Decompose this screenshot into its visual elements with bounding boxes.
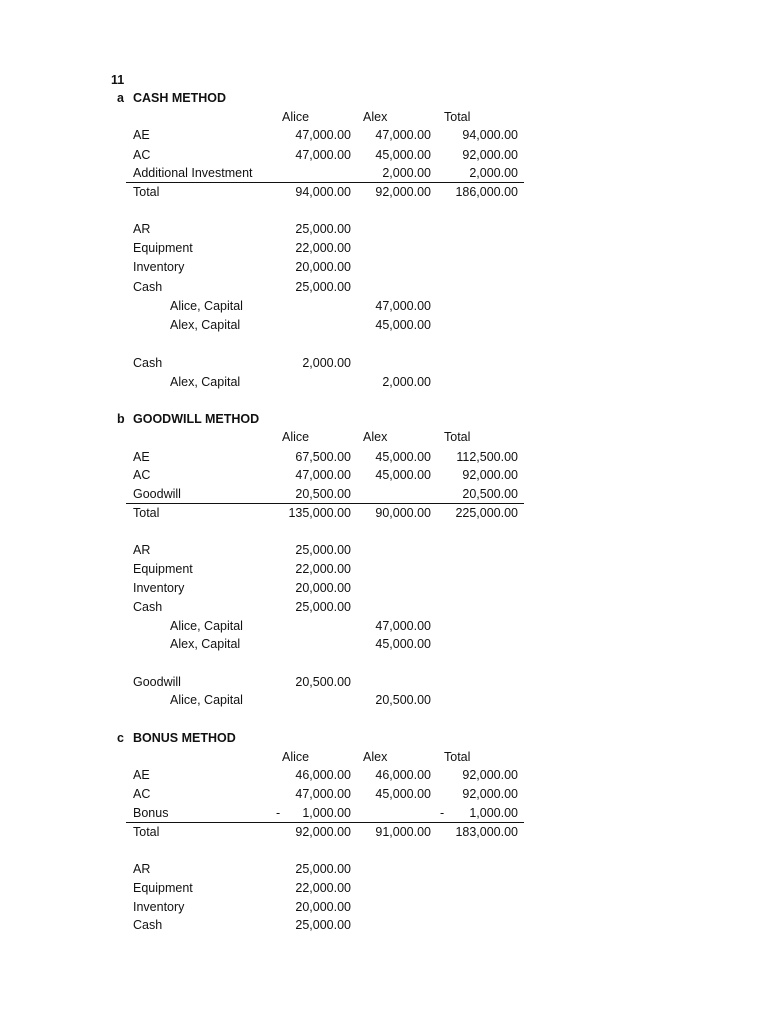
c-bonus-alice-sign: -: [276, 806, 281, 820]
b-header-total: Total: [444, 430, 471, 444]
c-cell-total: 1,000.00: [469, 806, 518, 820]
a-total-alice: 94,000.00: [295, 185, 351, 199]
b-cell-total: 92,000.00: [462, 468, 518, 482]
a-total-total: 186,000.00: [455, 185, 518, 199]
a-entry1-debit: 25,000.00: [295, 280, 351, 294]
a-row-label: AE: [133, 128, 150, 142]
a-entry1-debit: 22,000.00: [295, 241, 351, 255]
a-entry1-credit: 45,000.00: [375, 318, 431, 332]
b-entry2-account: Goodwill: [133, 675, 181, 689]
b-cell-total: 112,500.00: [456, 450, 518, 464]
a-row-label: AC: [133, 148, 151, 162]
c-cell-alice: 47,000.00: [295, 787, 351, 801]
b-total-total: 225,000.00: [455, 506, 518, 520]
b-total-rule: [126, 503, 524, 504]
a-entry2-account: Cash: [133, 356, 163, 370]
c-cell-alex: 46,000.00: [375, 768, 431, 782]
a-cell-alex: 2,000.00: [382, 166, 431, 180]
a-header-total: Total: [444, 110, 471, 124]
c-entry1-account: AR: [133, 862, 151, 876]
c-total-alex: 91,000.00: [375, 825, 431, 839]
a-row-label: Additional Investment: [133, 166, 253, 180]
b-row-label: AE: [133, 450, 150, 464]
c-header-alex: Alex: [363, 750, 388, 764]
a-entry1-account: Alex, Capital: [170, 318, 241, 332]
section-c-title: BONUS METHOD: [133, 731, 236, 745]
c-entry1-debit: 22,000.00: [295, 881, 351, 895]
a-entry1-credit: 47,000.00: [375, 299, 431, 313]
c-total-alice: 92,000.00: [295, 825, 351, 839]
c-entry1-debit: 25,000.00: [295, 918, 351, 932]
a-entry1-debit: 25,000.00: [295, 222, 351, 236]
c-cell-total: 92,000.00: [462, 787, 518, 801]
problem-number: 11: [111, 73, 125, 87]
b-header-alice: Alice: [282, 430, 310, 444]
b-entry1-debit: 25,000.00: [295, 600, 351, 614]
a-entry1-account: Equipment: [133, 241, 193, 255]
c-bonus-total-sign: -: [440, 806, 445, 820]
b-cell-alice: 67,500.00: [295, 450, 351, 464]
a-cell-alice: 47,000.00: [295, 128, 351, 142]
c-total-total: 183,000.00: [455, 825, 518, 839]
section-a-title: CASH METHOD: [133, 91, 227, 105]
c-entry1-debit: 20,000.00: [295, 900, 351, 914]
c-cell-total: 92,000.00: [462, 768, 518, 782]
b-entry1-credit: 47,000.00: [375, 619, 431, 633]
c-cell-alice: 46,000.00: [295, 768, 351, 782]
b-entry1-account: AR: [133, 543, 151, 557]
a-cell-total: 92,000.00: [462, 148, 518, 162]
a-entry2-account: Alex, Capital: [170, 375, 241, 389]
b-entry2-debit: 20,500.00: [295, 675, 351, 689]
c-cell-alice: 1,000.00: [302, 806, 351, 820]
b-cell-alex: 45,000.00: [375, 450, 431, 464]
c-header-total: Total: [444, 750, 471, 764]
a-entry1-account: Cash: [133, 280, 163, 294]
b-entry1-debit: 22,000.00: [295, 562, 351, 576]
b-total-alex: 90,000.00: [375, 506, 431, 520]
c-entry1-debit: 25,000.00: [295, 862, 351, 876]
c-row-label: AE: [133, 768, 150, 782]
b-entry1-credit: 45,000.00: [375, 637, 431, 651]
a-entry1-account: AR: [133, 222, 151, 236]
c-total-rule: [126, 822, 524, 823]
b-cell-alex: 45,000.00: [375, 468, 431, 482]
a-header-alice: Alice: [282, 110, 310, 124]
b-entry2-credit: 20,500.00: [375, 693, 431, 707]
a-entry1-account: Inventory: [133, 260, 185, 274]
b-entry1-debit: 20,000.00: [295, 581, 351, 595]
c-total-label: Total: [133, 825, 160, 839]
c-entry1-account: Equipment: [133, 881, 193, 895]
b-cell-alice: 47,000.00: [295, 468, 351, 482]
a-entry1-account: Alice, Capital: [170, 299, 243, 313]
section-b-letter: b: [117, 412, 125, 426]
b-total-alice: 135,000.00: [288, 506, 351, 520]
section-b-title: GOODWILL METHOD: [133, 412, 260, 426]
b-entry1-account: Alex, Capital: [170, 637, 241, 651]
b-header-alex: Alex: [363, 430, 388, 444]
c-header-alice: Alice: [282, 750, 310, 764]
c-row-label: AC: [133, 787, 151, 801]
c-row-label: Bonus: [133, 806, 169, 820]
b-entry1-account: Inventory: [133, 581, 185, 595]
c-entry1-account: Inventory: [133, 900, 185, 914]
b-entry1-account: Alice, Capital: [170, 619, 243, 633]
a-entry2-credit: 2,000.00: [382, 375, 431, 389]
b-entry1-account: Equipment: [133, 562, 193, 576]
a-total-label: Total: [133, 185, 160, 199]
b-entry1-debit: 25,000.00: [295, 543, 351, 557]
b-row-label: AC: [133, 468, 151, 482]
a-cell-total: 94,000.00: [462, 128, 518, 142]
b-total-label: Total: [133, 506, 160, 520]
b-cell-total: 20,500.00: [462, 487, 518, 501]
a-cell-alex: 47,000.00: [375, 128, 431, 142]
b-cell-alice: 20,500.00: [295, 487, 351, 501]
a-header-alex: Alex: [363, 110, 388, 124]
c-entry1-account: Cash: [133, 918, 163, 932]
section-c-letter: c: [117, 731, 124, 745]
a-cell-alice: 47,000.00: [295, 148, 351, 162]
a-total-rule: [126, 182, 524, 183]
section-a-letter: a: [117, 91, 124, 105]
a-entry2-debit: 2,000.00: [302, 356, 351, 370]
a-cell-total: 2,000.00: [469, 166, 518, 180]
c-cell-alex: 45,000.00: [375, 787, 431, 801]
b-entry1-account: Cash: [133, 600, 163, 614]
b-entry2-account: Alice, Capital: [170, 693, 243, 707]
a-total-alex: 92,000.00: [375, 185, 431, 199]
b-row-label: Goodwill: [133, 487, 181, 501]
a-entry1-debit: 20,000.00: [295, 260, 351, 274]
a-cell-alex: 45,000.00: [375, 148, 431, 162]
